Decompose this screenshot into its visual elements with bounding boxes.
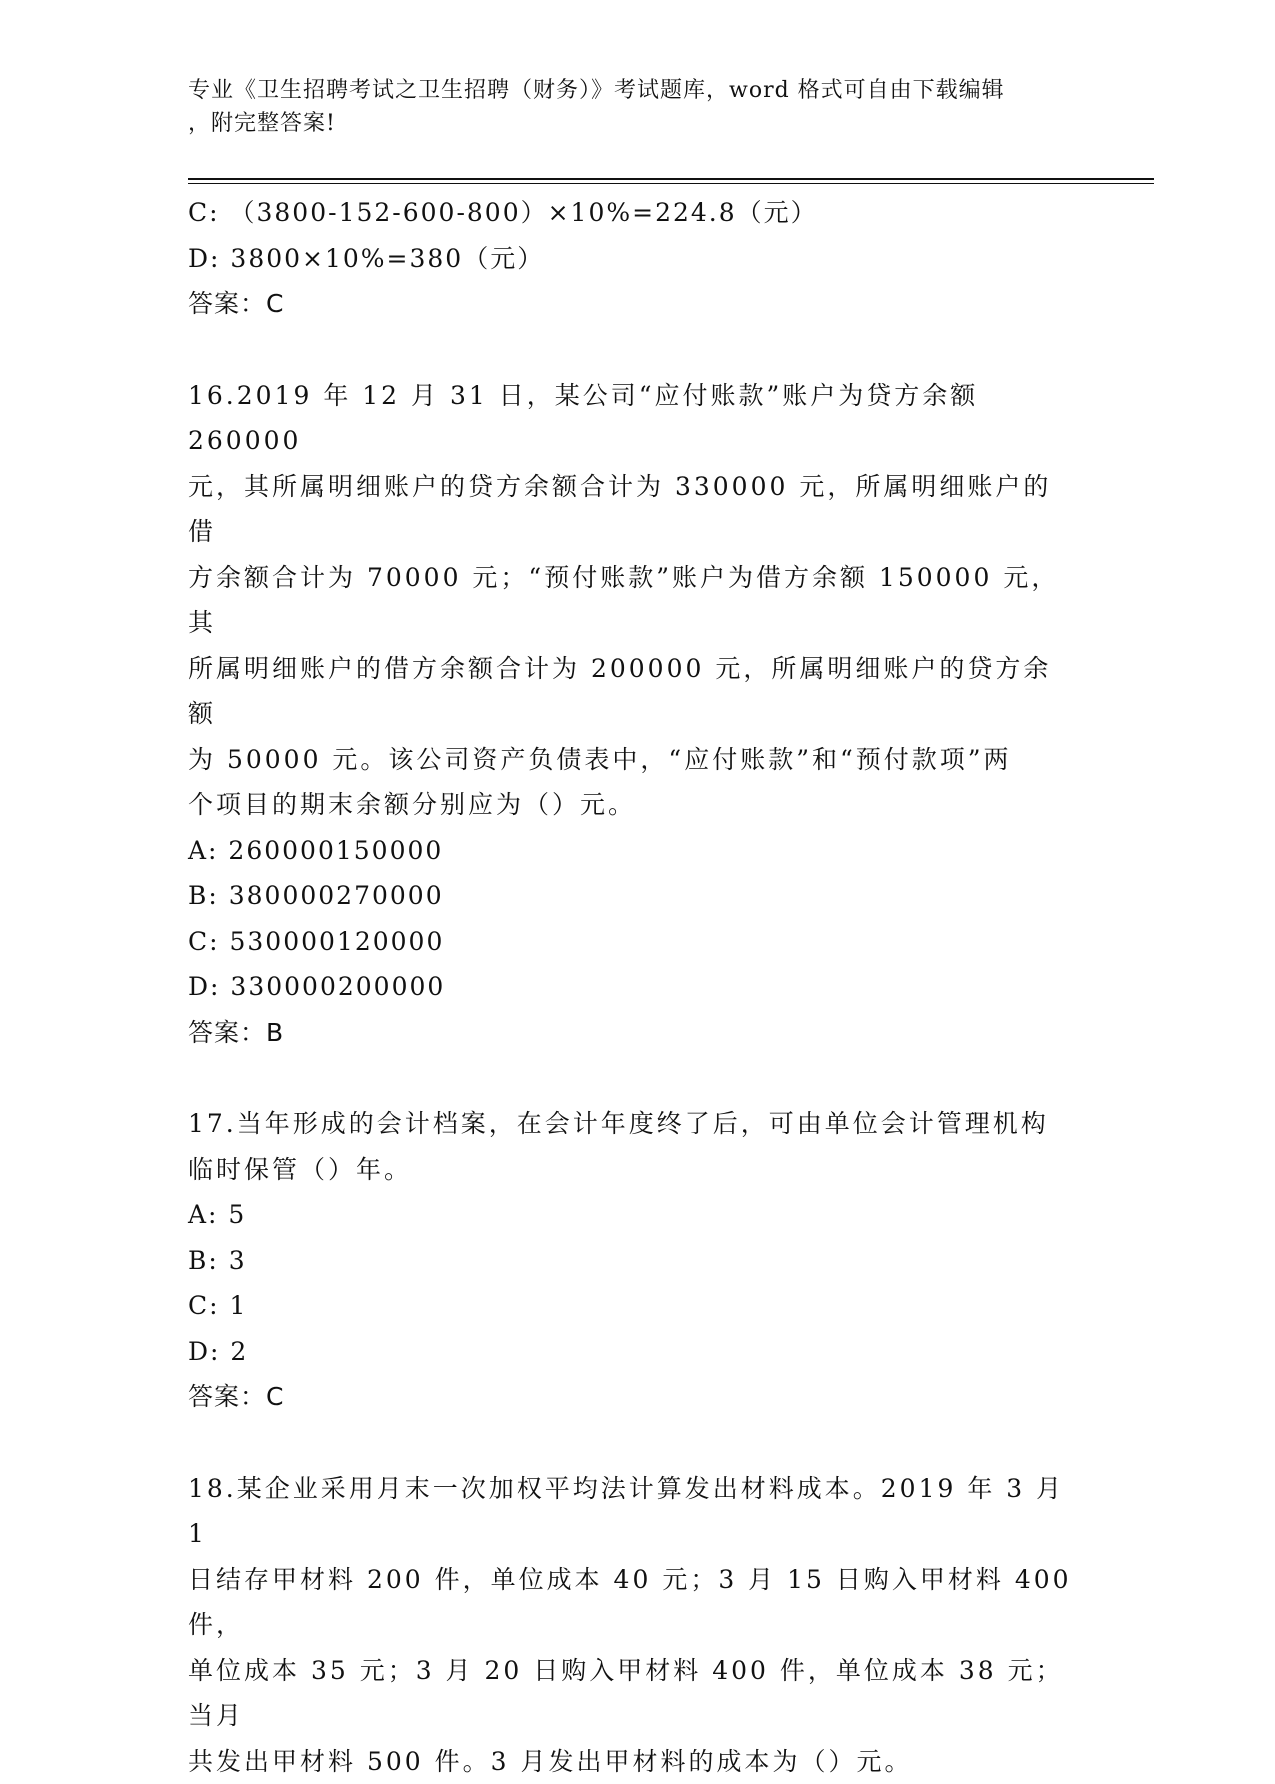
header-line-1: 专业《卫生招聘考试之卫生招聘（财务）》考试题库，word 格式可自由下载编辑 — [188, 74, 1078, 107]
question-text-line: 临时保管（）年。 — [188, 1147, 1078, 1193]
question-text-line: 共发出甲材料 500 件。3 月发出甲材料的成本为（）元。 — [188, 1739, 1078, 1784]
question-text-line: 16.2019 年 12 月 31 日，某公司“应付账款”账户为贷方余额 260000 — [188, 373, 1078, 464]
option-d: D: 3800×10%=380（元） — [188, 236, 1078, 282]
answer-line: 答案：B — [188, 1010, 1078, 1056]
document-body — [188, 190, 1078, 1784]
spacer — [188, 327, 1078, 373]
question-18 — [188, 1466, 1078, 1784]
document-header — [188, 74, 1078, 140]
header-divider-thin — [188, 183, 1154, 184]
option-a: A: 260000150000 — [188, 828, 1078, 874]
question-text-line: 元，其所属明细账户的贷方余额合计为 330000 元，所属明细账户的借 — [188, 464, 1078, 555]
option-c: C: 1 — [188, 1283, 1078, 1329]
question-text-line: 所属明细账户的借方余额合计为 200000 元，所属明细账户的贷方余额 — [188, 646, 1078, 737]
spacer — [188, 1420, 1078, 1466]
option-c: C: （3800-152-600-800）×10%=224.8（元） — [188, 190, 1078, 236]
question-text-line: 18.某企业采用月末一次加权平均法计算发出材料成本。2019 年 3 月 1 — [188, 1466, 1078, 1557]
question-text-line: 单位成本 35 元；3 月 20 日购入甲材料 400 件，单位成本 38 元；当月 — [188, 1648, 1078, 1739]
answer-line: 答案：C — [188, 281, 1078, 327]
option-b: B: 380000270000 — [188, 873, 1078, 919]
question-text-line: 为 50000 元。该公司资产负债表中，“应付账款”和“预付款项”两 — [188, 737, 1078, 783]
option-a: A: 5 — [188, 1192, 1078, 1238]
header-line-2: ，附完整答案! — [188, 107, 1078, 140]
spacer — [188, 1055, 1078, 1101]
option-d: D: 330000200000 — [188, 964, 1078, 1010]
question-text-line: 个项目的期末余额分别应为（）元。 — [188, 782, 1078, 828]
answer-line: 答案：C — [188, 1374, 1078, 1420]
header-divider-thick — [188, 178, 1154, 180]
question-text-line: 方余额合计为 70000 元；“预付账款”账户为借方余额 150000 元，其 — [188, 555, 1078, 646]
option-c: C: 530000120000 — [188, 919, 1078, 965]
question-17 — [188, 1101, 1078, 1420]
question-text-line: 日结存甲材料 200 件，单位成本 40 元；3 月 15 日购入甲材料 400 件， — [188, 1557, 1078, 1648]
option-d: D: 2 — [188, 1329, 1078, 1375]
question-16 — [188, 373, 1078, 1056]
prev-question-block — [188, 190, 1078, 327]
option-b: B: 3 — [188, 1238, 1078, 1284]
question-text-line: 17.当年形成的会计档案，在会计年度终了后，可由单位会计管理机构 — [188, 1101, 1078, 1147]
